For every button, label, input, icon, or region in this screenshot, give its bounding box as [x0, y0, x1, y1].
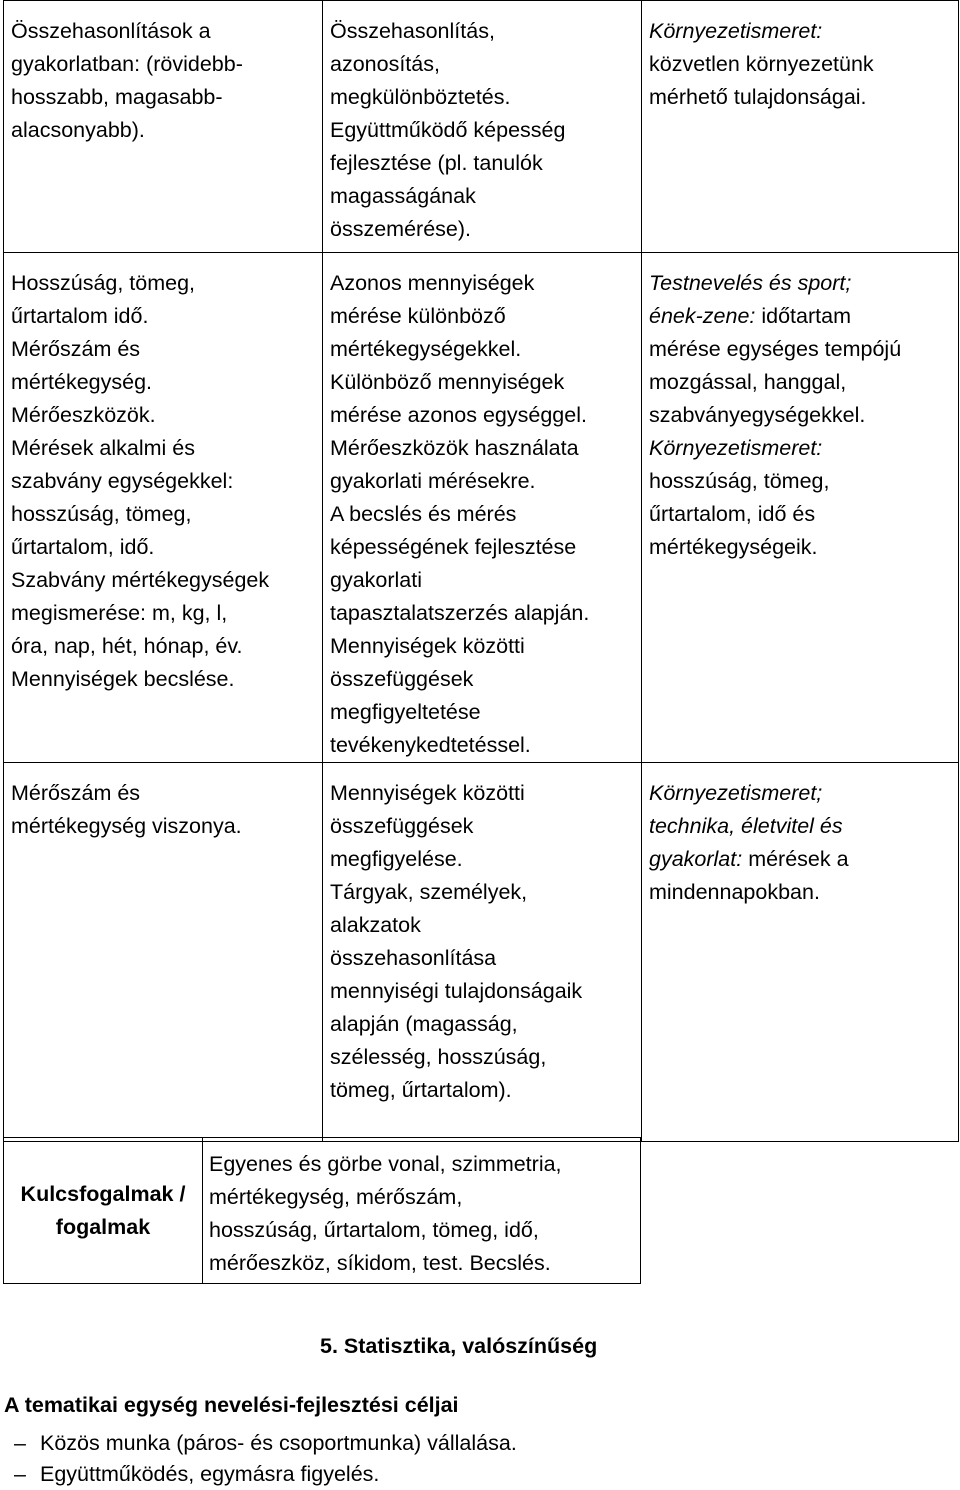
- text-line: [649, 300, 950, 333]
- goal-text: Közös munka (páros- és csoportmunka) vállalása.: [40, 1431, 517, 1455]
- text-line: [649, 81, 950, 114]
- text-line: összefüggések: [330, 814, 474, 838]
- text-line: tevékenykedtetéssel.: [330, 733, 531, 757]
- text-line: mértékegységekkel.: [330, 337, 522, 361]
- text-line: [649, 48, 950, 81]
- connection-cell: [642, 1, 959, 253]
- text-line: hosszabb, magasabb-: [11, 85, 223, 109]
- text-line: mennyiségi tulajdonságaik: [330, 979, 583, 1003]
- section-title: 5. Statisztika, valószínűség: [320, 1334, 598, 1358]
- text-segment: mérések a: [742, 847, 849, 871]
- text-line: Együttműködő képesség: [330, 118, 566, 142]
- text-segment: űrtartalom, idő és: [649, 502, 816, 526]
- subject-reference: ének-zene:: [649, 304, 756, 328]
- text-line: megfigyeltetése: [330, 700, 481, 724]
- text-line: magasságának: [330, 184, 476, 208]
- text-line: Egyenes és görbe vonal, szimmetria,: [209, 1152, 562, 1176]
- text-line: [649, 810, 950, 843]
- text-line: Mennyiségek közötti: [330, 781, 525, 805]
- table-row: [4, 763, 959, 1142]
- text-line: összehasonlítása: [330, 946, 497, 970]
- table-row: [4, 1, 959, 253]
- text-line: Összehasonlítás,: [330, 19, 495, 43]
- text-line: tapasztalatszerzés alapján.: [330, 601, 590, 625]
- text-line: űrtartalom, idő.: [11, 535, 155, 559]
- text-line: Mérések alkalmi és: [11, 436, 195, 460]
- text-line: űrtartalom idő.: [11, 304, 149, 328]
- text-line: képességének fejlesztése: [330, 535, 577, 559]
- content-cell: [4, 1, 323, 253]
- text-line: megkülönböztetés.: [330, 85, 511, 109]
- text-line: megismerése: m, kg, l,: [11, 601, 228, 625]
- text-segment: mértékegységeik.: [649, 535, 818, 559]
- text-line: Tárgyak, személyek,: [330, 880, 528, 904]
- text-line: [649, 843, 950, 876]
- text-segment: mérése egységes tempójú: [649, 337, 902, 361]
- text-line: [649, 399, 950, 432]
- text-line: mértékegység.: [11, 370, 153, 394]
- text-line: Azonos mennyiségek: [330, 271, 535, 295]
- text-line: [649, 267, 950, 300]
- text-line: A becslés és mérés: [330, 502, 517, 526]
- text-line: [649, 366, 950, 399]
- subject-reference: Környezetismeret:: [649, 436, 823, 460]
- text-segment: mindennapokban.: [649, 880, 820, 904]
- connection-cell: [642, 253, 959, 763]
- text-line: Mennyiségek közötti: [330, 634, 525, 658]
- text-line: óra, nap, hét, hónap, év.: [11, 634, 243, 658]
- text-line: Szabvány mértékegységek: [11, 568, 270, 592]
- text-line: hosszúság, űrtartalom, tömeg, idő,: [209, 1218, 539, 1242]
- text-segment: mozgással, hanggal,: [649, 370, 847, 394]
- text-line: alapján (magasság,: [330, 1012, 518, 1036]
- text-line: azonosítás,: [330, 52, 440, 76]
- text-line: alacsonyabb).: [11, 118, 145, 142]
- text-line: [649, 465, 950, 498]
- table-row: [4, 253, 959, 763]
- activity-cell: [323, 253, 642, 763]
- text-line: Mérőeszközök használata: [330, 436, 579, 460]
- text-segment: közvetlen környezetünk: [649, 52, 874, 76]
- text-line: tömeg, űrtartalom).: [330, 1078, 512, 1102]
- goals-list: [14, 1428, 517, 1490]
- text-line: összemérése).: [330, 217, 471, 241]
- text-line: Mérőszám és: [11, 781, 141, 805]
- activity-cell: [323, 1, 642, 253]
- text-line: mértékegység viszonya.: [11, 814, 242, 838]
- text-line: fejlesztése (pl. tanulók: [330, 151, 543, 175]
- text-line: alakzatok: [330, 913, 421, 937]
- text-line: megfigyelése.: [330, 847, 463, 871]
- text-line: [649, 15, 950, 48]
- text-line: Mérőeszközök.: [11, 403, 156, 427]
- text-line: Mennyiségek becslése.: [11, 667, 235, 691]
- text-line: [649, 876, 950, 909]
- list-item: [14, 1428, 517, 1459]
- text-line: mértékegység, mérőszám,: [209, 1185, 463, 1209]
- text-line: gyakorlati mérésekre.: [330, 469, 536, 493]
- text-line: Összehasonlítások a: [11, 19, 211, 43]
- text-line: szélesség, hosszúság,: [330, 1045, 547, 1069]
- content-cell: [4, 253, 323, 763]
- key-concepts-table: [3, 1137, 641, 1284]
- text-segment: időtartam: [755, 304, 851, 328]
- text-segment: mérhető tulajdonságai.: [649, 85, 867, 109]
- text-line: mérőeszköz, síkidom, test. Becslés.: [209, 1251, 551, 1275]
- goal-text: Együttműködés, egymásra figyelés.: [40, 1462, 380, 1486]
- text-line: hosszúság, tömeg,: [11, 502, 192, 526]
- subject-reference: Környezetismeret;: [649, 781, 823, 805]
- text-line: [649, 531, 950, 564]
- content-cell: [4, 763, 323, 1142]
- subject-reference: Környezetismeret:: [649, 19, 823, 43]
- dash-bullet: –: [14, 1462, 26, 1486]
- subject-reference: Testnevelés és sport;: [649, 271, 852, 295]
- text-line: gyakorlatban: (rövidebb-: [11, 52, 243, 76]
- text-line: Mérőszám és: [11, 337, 141, 361]
- text-line: összefüggések: [330, 667, 474, 691]
- text-line: mérése azonos egységgel.: [330, 403, 587, 427]
- text-segment: hosszúság, tömeg,: [649, 469, 830, 493]
- list-item: [14, 1459, 517, 1490]
- curriculum-table: [3, 0, 959, 1142]
- text-line: [649, 498, 950, 531]
- text-line: [649, 333, 950, 366]
- key-concepts-list: [203, 1138, 641, 1284]
- text-line: [649, 432, 950, 465]
- connection-cell: [642, 763, 959, 1142]
- key-concepts-label: Kulcsfogalmak / fogalmak: [4, 1138, 203, 1284]
- text-line: szabvány egységekkel:: [11, 469, 234, 493]
- text-line: Különböző mennyiségek: [330, 370, 565, 394]
- text-segment: szabványegységekkel.: [649, 403, 866, 427]
- subject-reference: gyakorlat:: [649, 847, 743, 871]
- text-line: Hosszúság, tömeg,: [11, 271, 196, 295]
- subject-reference: technika, életvitel és: [649, 814, 843, 838]
- activity-cell: [323, 763, 642, 1142]
- dash-bullet: –: [14, 1431, 26, 1455]
- text-line: mérése különböző: [330, 304, 506, 328]
- text-line: [649, 777, 950, 810]
- goals-heading: A tematikai egység nevelési-fejlesztési céljai: [4, 1393, 459, 1417]
- text-line: gyakorlati: [330, 568, 423, 592]
